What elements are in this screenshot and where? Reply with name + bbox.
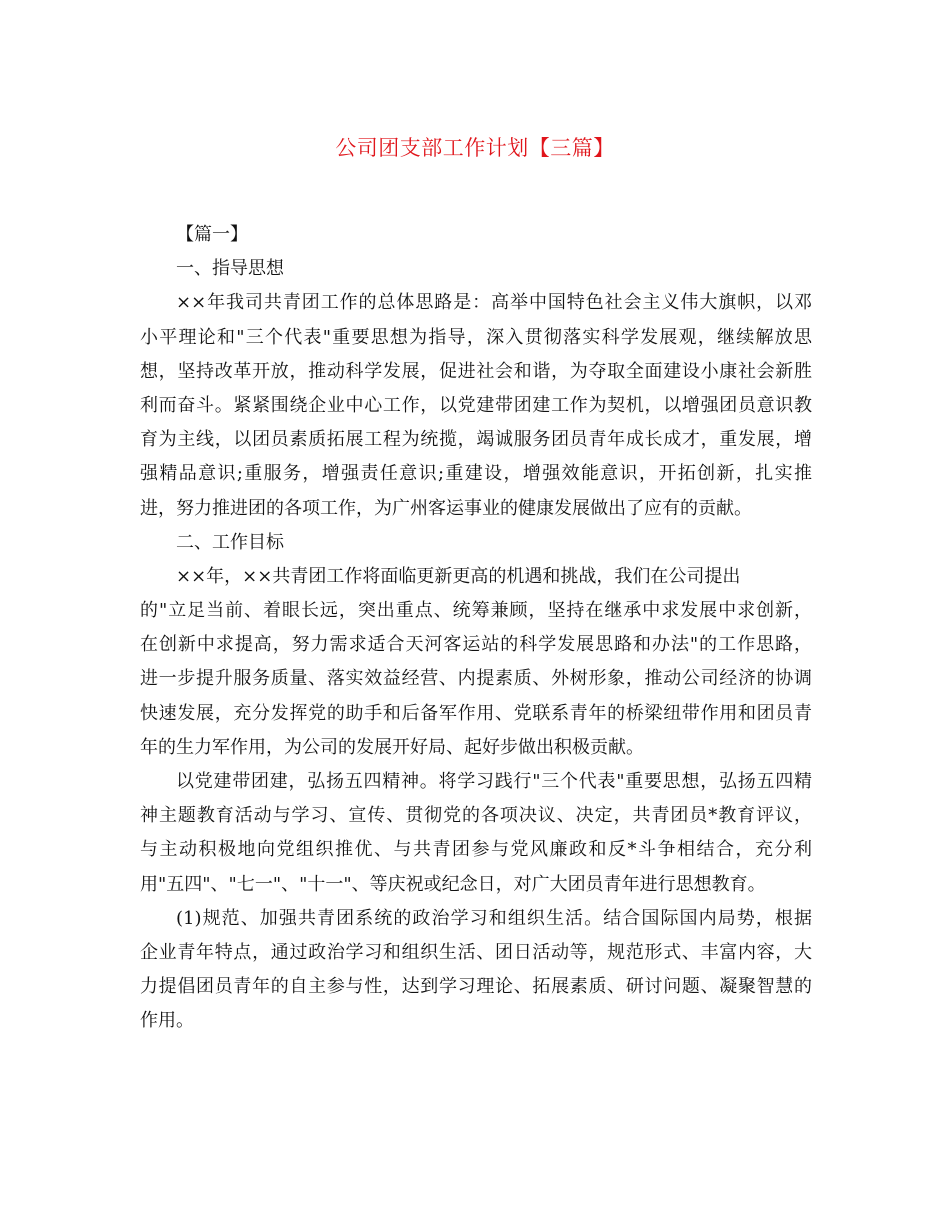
document-line: 企业青年特点，通过政治学习和组织生活、团日活动等，规范形式、丰富内容，大 bbox=[140, 941, 812, 963]
document-line: 想，坚持改革开放，推动科学发展，促进社会和谐，为夺取全面建设小康社会新胜 bbox=[140, 360, 812, 382]
document-line: 育为主线，以团员素质拓展工程为统揽，竭诚服务团员青年成长成才，重发展，增 bbox=[140, 429, 812, 451]
document-line: 强精品意识;重服务，增强责任意识;重建设，增强效能意识，开拓创新，扎实推 bbox=[140, 463, 812, 485]
document-line: 【篇一】 bbox=[176, 224, 248, 245]
document-line: 作用。 bbox=[140, 1010, 194, 1032]
document-line: 利而奋斗。紧紧围绕企业中心工作，以党建带团建工作为契机，以增强团员意识教 bbox=[140, 394, 812, 416]
document-line: 年的生力军作用，为公司的发展开好局、起好步做出积极贡献。 bbox=[140, 736, 644, 758]
document-line: 二、工作目标 bbox=[176, 531, 284, 553]
document-line: (1)规范、加强共青团系统的政治学习和组织生活。结合国际国内局势，根据 bbox=[176, 907, 812, 929]
document-title: 公司团支部工作计划【三篇】 bbox=[335, 136, 615, 160]
document-line: ××年，××共青团工作将面临更新更高的机遇和挑战，我们在公司提出 bbox=[176, 565, 741, 587]
document-line: 快速发展，充分发挥党的助手和后备军作用、党联系青年的桥梁纽带作用和团员青 bbox=[140, 702, 812, 724]
document-line: 的"立足当前、着眼长远，突出重点、统筹兼顾，坚持在继承中求发展中求创新， bbox=[140, 600, 812, 622]
document-line: 小平理论和"三个代表"重要思想为指导，深入贯彻落实科学发展观，继续解放思 bbox=[140, 326, 812, 348]
document-line: 进一步提升服务质量、落实效益经营、内提素质、外树形象，推动公司经济的协调 bbox=[140, 668, 812, 690]
document-line: 一、指导思想 bbox=[176, 258, 284, 280]
document-line: ××年我司共青团工作的总体思路是：高举中国特色社会主义伟大旗帜，以邓 bbox=[176, 292, 812, 314]
document-line: 以党建带团建，弘扬五四精神。将学习践行"三个代表"重要思想，弘扬五四精 bbox=[176, 771, 812, 792]
document-line: 神主题教育活动与学习、宣传、贯彻党的各项决议、决定，共青团员*教育评议， bbox=[140, 805, 812, 827]
document-line: 用"五四"、"七一"、"十一"、等庆祝或纪念日，对广大团员青年进行思想教育。 bbox=[140, 873, 766, 895]
document-line: 进，努力推进团的各项工作，为广州客运事业的健康发展做出了应有的贡献。 bbox=[140, 497, 752, 519]
document-line: 力提倡团员青年的自主参与性，达到学习理论、拓展素质、研讨问题、凝聚智慧的 bbox=[140, 976, 812, 998]
document-line: 与主动积极地向党组织推优、与共青团参与党风廉政和反*斗争相结合，充分利 bbox=[140, 839, 812, 861]
document-line: 在创新中求提高，努力需求适合天河客运站的科学发展思路和办法"的工作思路， bbox=[140, 634, 812, 656]
document-body bbox=[140, 218, 812, 1039]
